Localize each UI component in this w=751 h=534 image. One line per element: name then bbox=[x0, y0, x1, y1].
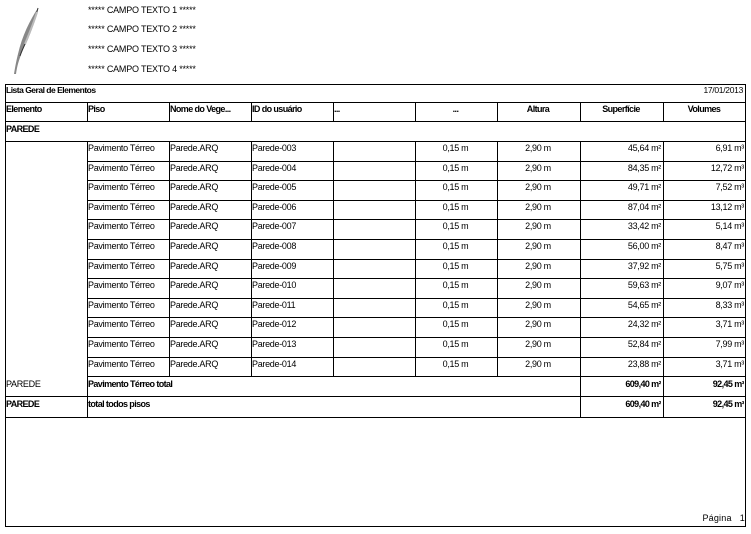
col-superficie-header: Superfície bbox=[602, 104, 640, 114]
column-divider bbox=[87, 376, 88, 396]
column-divider bbox=[663, 102, 664, 121]
column-divider bbox=[580, 102, 581, 121]
page-label: Página bbox=[702, 513, 732, 523]
column-divider bbox=[87, 141, 88, 376]
subtotal-label: Pavimento Térreo total bbox=[88, 379, 173, 389]
column-divider bbox=[415, 102, 416, 121]
table-cell-volume: 13,12 m³ bbox=[710, 202, 744, 212]
table-cell-volume: 6,91 m³ bbox=[715, 143, 744, 153]
table-cell-nome: Parede.ARQ bbox=[170, 339, 219, 349]
table-cell-nome: Parede.ARQ bbox=[170, 359, 219, 369]
table-cell-c6: 0,15 m bbox=[442, 182, 469, 192]
table-cell-nome: Parede.ARQ bbox=[170, 261, 219, 271]
table-cell-volume: 12,72 m³ bbox=[710, 163, 744, 173]
table-cell-nome: Parede.ARQ bbox=[170, 202, 219, 212]
table-cell-piso: Pavimento Térreo bbox=[88, 202, 155, 212]
table-cell-id: Parede-011 bbox=[252, 300, 296, 310]
table-cell-piso: Pavimento Térreo bbox=[88, 339, 155, 349]
table-cell-volume: 8,33 m³ bbox=[715, 300, 744, 310]
table-cell-superficie: 84,35 m² bbox=[627, 163, 661, 173]
table-cell-id: Parede-008 bbox=[252, 241, 297, 251]
table-cell-volume: 9,07 m³ bbox=[715, 280, 744, 290]
table-cell-superficie: 87,04 m² bbox=[627, 202, 661, 212]
column-divider bbox=[415, 141, 416, 376]
table-cell-superficie: 37,92 m² bbox=[627, 261, 661, 271]
list-title: Lista Geral de Elementos bbox=[6, 85, 96, 95]
subtotal-volume: 92,45 m³ bbox=[712, 379, 744, 389]
table-cell-id: Parede-009 bbox=[252, 261, 297, 271]
table-cell-id: Parede-012 bbox=[252, 319, 297, 329]
header-bottom-border bbox=[5, 121, 746, 122]
table-cell-nome: Parede.ARQ bbox=[170, 280, 219, 290]
table-cell-nome: Parede.ARQ bbox=[170, 241, 219, 251]
subtotal-superficie: 609,40 m² bbox=[625, 379, 661, 389]
list-date: 17/01/2013 bbox=[703, 85, 743, 95]
table-cell-piso: Pavimento Térreo bbox=[88, 182, 155, 192]
table-cell-piso: Pavimento Térreo bbox=[88, 280, 155, 290]
table-cell-volume: 5,14 m³ bbox=[715, 221, 744, 231]
col-altura-header: Altura bbox=[526, 104, 550, 114]
column-divider bbox=[580, 376, 581, 396]
table-cell-altura: 2,90 m bbox=[525, 319, 551, 329]
table-cell-c6: 0,15 m bbox=[442, 221, 469, 231]
column-divider bbox=[497, 102, 498, 121]
table-cell-nome: Parede.ARQ bbox=[170, 319, 219, 329]
column-divider bbox=[663, 376, 664, 396]
column-divider bbox=[663, 141, 664, 376]
total-elemento: PAREDE bbox=[6, 399, 40, 409]
table-cell-superficie: 56,00 m² bbox=[627, 241, 661, 251]
table-cell-altura: 2,90 m bbox=[525, 163, 551, 173]
table-cell-c6: 0,15 m bbox=[442, 163, 469, 173]
table-cell-superficie: 52,84 m² bbox=[627, 339, 661, 349]
col-extra-1-header: ... bbox=[334, 104, 340, 114]
table-cell-piso: Pavimento Térreo bbox=[88, 241, 155, 251]
column-divider bbox=[87, 396, 88, 417]
table-row-divider bbox=[87, 376, 746, 377]
table-cell-piso: Pavimento Térreo bbox=[88, 261, 155, 271]
table-cell-id: Parede-004 bbox=[252, 163, 297, 173]
table-cell-altura: 2,90 m bbox=[525, 280, 551, 290]
col-piso-header: Piso bbox=[88, 104, 105, 114]
col-id-header: ID do usuário bbox=[252, 104, 302, 114]
feather-quill-icon bbox=[10, 6, 44, 76]
table-cell-c6: 0,15 m bbox=[442, 261, 469, 271]
header-text-field-4: ***** CAMPO TEXTO 4 ***** bbox=[88, 64, 196, 74]
table-cell-volume: 7,52 m³ bbox=[715, 182, 744, 192]
group-label: PAREDE bbox=[6, 124, 40, 134]
table-cell-superficie: 45,64 m² bbox=[627, 143, 661, 153]
table-cell-superficie: 59,63 m² bbox=[627, 280, 661, 290]
column-divider bbox=[251, 141, 252, 376]
table-cell-id: Parede-010 bbox=[252, 280, 297, 290]
table-cell-id: Parede-014 bbox=[252, 359, 297, 369]
subtotal-elemento: PAREDE bbox=[6, 379, 41, 389]
total-label: total todos pisos bbox=[88, 399, 150, 409]
table-cell-altura: 2,90 m bbox=[525, 261, 551, 271]
table-cell-c6: 0,15 m bbox=[442, 202, 469, 212]
table-cell-superficie: 24,32 m² bbox=[627, 319, 661, 329]
table-cell-superficie: 54,65 m² bbox=[627, 300, 661, 310]
table-cell-superficie: 33,42 m² bbox=[627, 221, 661, 231]
subtotal-bottom-border bbox=[5, 396, 746, 397]
table-cell-volume: 5,75 m³ bbox=[715, 261, 744, 271]
table-cell-c6: 0,15 m bbox=[442, 241, 469, 251]
table-cell-volume: 3,71 m³ bbox=[715, 319, 744, 329]
col-extra-2-header: ... bbox=[452, 104, 459, 114]
column-divider bbox=[87, 102, 88, 121]
table-cell-altura: 2,90 m bbox=[525, 221, 551, 231]
table-cell-id: Parede-003 bbox=[252, 143, 297, 153]
header-text-field-3: ***** CAMPO TEXTO 3 ***** bbox=[88, 44, 196, 54]
table-cell-nome: Parede.ARQ bbox=[170, 143, 219, 153]
table-cell-c6: 0,15 m bbox=[442, 319, 469, 329]
page-number bbox=[702, 513, 745, 523]
total-bottom-border bbox=[5, 417, 746, 418]
total-volume: 92,45 m³ bbox=[712, 399, 744, 409]
table-cell-c6: 0,15 m bbox=[442, 339, 469, 349]
table-cell-volume: 8,47 m³ bbox=[715, 241, 744, 251]
column-divider bbox=[580, 141, 581, 376]
table-cell-superficie: 23,88 m² bbox=[627, 359, 661, 369]
table-cell-c6: 0,15 m bbox=[442, 300, 469, 310]
table-cell-piso: Pavimento Térreo bbox=[88, 221, 155, 231]
table-cell-altura: 2,90 m bbox=[525, 241, 551, 251]
column-divider bbox=[169, 102, 170, 121]
column-divider bbox=[663, 396, 664, 417]
table-cell-volume: 7,99 m³ bbox=[715, 339, 744, 349]
total-superficie: 609,40 m² bbox=[625, 399, 661, 409]
table-cell-altura: 2,90 m bbox=[525, 339, 551, 349]
table-cell-altura: 2,90 m bbox=[525, 300, 551, 310]
table-cell-piso: Pavimento Térreo bbox=[88, 359, 155, 369]
column-divider bbox=[169, 141, 170, 376]
table-cell-altura: 2,90 m bbox=[525, 359, 551, 369]
header-text-field-2: ***** CAMPO TEXTO 2 ***** bbox=[88, 24, 196, 34]
column-divider bbox=[580, 396, 581, 417]
column-divider bbox=[333, 102, 334, 121]
table-cell-c6: 0,15 m bbox=[442, 359, 469, 369]
table-cell-piso: Pavimento Térreo bbox=[88, 163, 155, 173]
column-divider bbox=[251, 102, 252, 121]
table-cell-superficie: 49,71 m² bbox=[627, 182, 661, 192]
column-divider bbox=[497, 141, 498, 376]
table-cell-c6: 0,15 m bbox=[442, 280, 469, 290]
table-cell-nome: Parede.ARQ bbox=[170, 182, 219, 192]
table-cell-c6: 0,15 m bbox=[442, 143, 469, 153]
page-number-value: 1 bbox=[739, 513, 745, 523]
header-text-field-1: ***** CAMPO TEXTO 1 ***** bbox=[88, 5, 196, 15]
table-cell-piso: Pavimento Térreo bbox=[88, 300, 155, 310]
table-cell-nome: Parede.ARQ bbox=[170, 300, 219, 310]
table-cell-nome: Parede.ARQ bbox=[170, 163, 219, 173]
col-elemento-header: Elemento bbox=[6, 104, 42, 114]
table-cell-altura: 2,90 m bbox=[525, 182, 551, 192]
table-cell-piso: Pavimento Térreo bbox=[88, 143, 155, 153]
table-cell-piso: Pavimento Térreo bbox=[88, 319, 155, 329]
column-divider bbox=[333, 141, 334, 376]
table-cell-volume: 3,71 m³ bbox=[715, 359, 744, 369]
col-volumes-header: Volumes bbox=[687, 104, 721, 114]
table-cell-altura: 2,90 m bbox=[525, 143, 551, 153]
table-cell-id: Parede-005 bbox=[252, 182, 297, 192]
table-cell-altura: 2,90 m bbox=[525, 202, 551, 212]
table-cell-id: Parede-007 bbox=[252, 221, 297, 231]
table-cell-id: Parede-013 bbox=[252, 339, 297, 349]
table-cell-nome: Parede.ARQ bbox=[170, 221, 219, 231]
col-nome-header: Nome do Vege... bbox=[170, 104, 231, 114]
table-cell-id: Parede-006 bbox=[252, 202, 297, 212]
